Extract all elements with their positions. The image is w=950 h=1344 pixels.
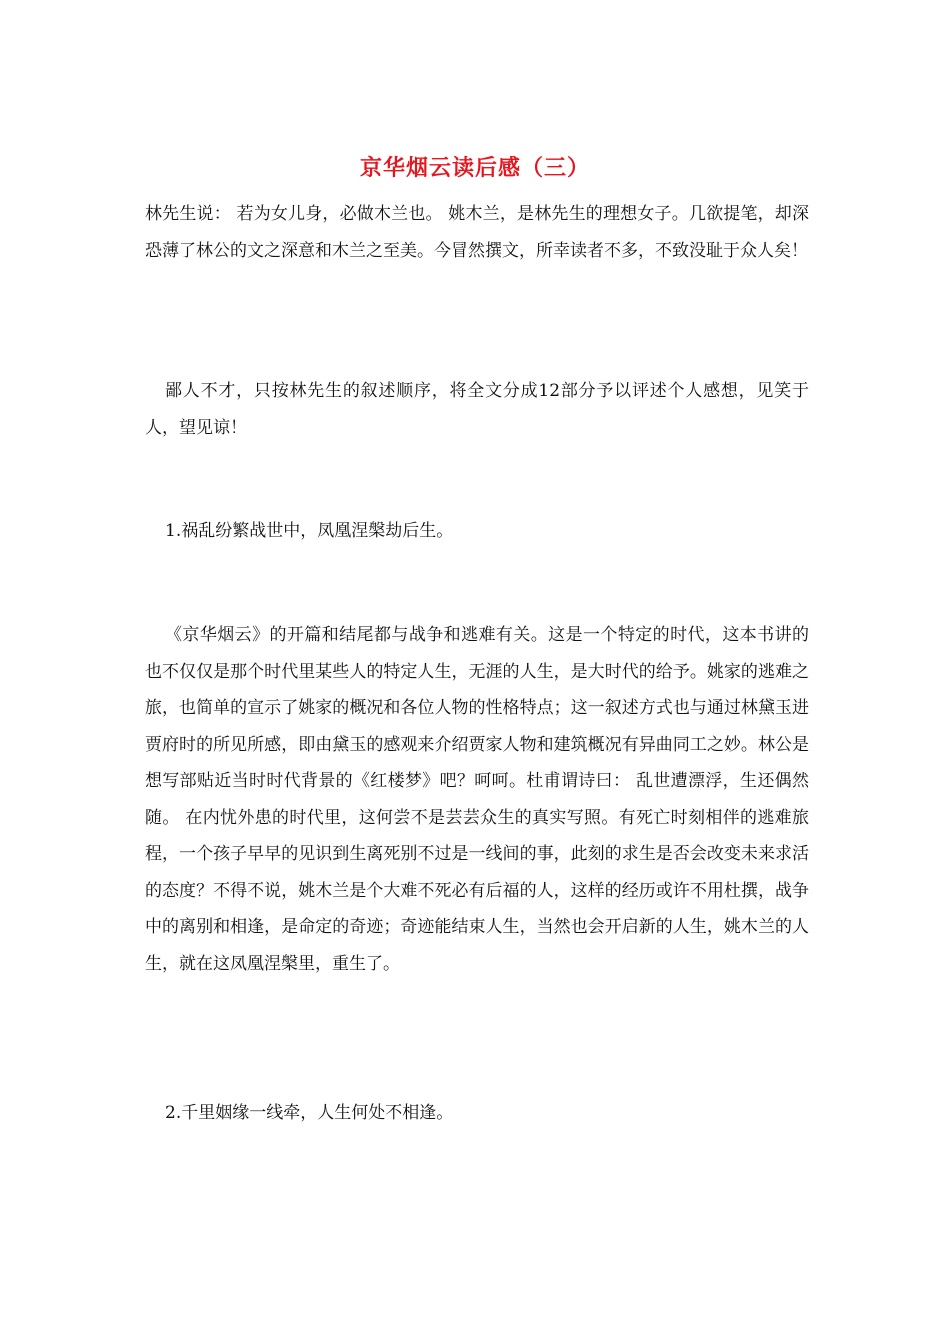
section-body-1: 《京华烟云》的开篇和结尾都与战争和逃难有关。这是一个特定的时代，这本书讲的也不仅仅是那个时代里某些人的特定人生，无涯的人生，是大时代的给予。姚家的逃难之旅，也简单的宣示了姚家的概况和各位人物的性格特点；这一叙述方式也与通过林黛玉进贾府时的所见所感，即由黛玉的感观来介绍贾家人物和建筑概况有异曲同工之妙。林公是想写部贴近当时时代背景的《红楼梦》吧？呵呵。杜甫谓诗曰： 乱世遭漂浮，生还偶然随。 在内忧外患的时代里，这何尝不是芸芸众生的真实写照。有死亡时刻相伴的逃难旅程，一个孩子早早的见识到生离死别不过是一线间的事，此刻的求生是否会改变未来求活的态度？不得不说，姚木兰是个大难不死必有后福的人，这样的经历或许不用杜撰，战争中的离别和相逢，是命定的奇迹；奇迹能结束人生，当然也会开启新的人生，姚木兰的人生，就在这凤凰涅槃里，重生了。 [145, 625, 809, 974]
page-title: 京华烟云读后感（三） [359, 155, 590, 181]
intro-paragraph: 林先生说： 若为女儿身，必做木兰也。 姚木兰，是林先生的理想女子。几欲提笔，却深恐薄了林公的文之深意和木兰之至美。今冒然撰文，所幸读者不多，不致没耻于众人矣！ [145, 204, 809, 261]
humble-paragraph: 鄙人不才，只按林先生的叙述顺序，将全文分成12部分予以评述个人感想，见笑于人，望见谅！ [145, 381, 809, 438]
section-heading-2: 2.千里姻缘一线牵，人生何处不相逢。 [165, 1103, 454, 1123]
section-heading-1: 1.祸乱纷繁战世中，凤凰涅槃劫后生。 [165, 521, 454, 541]
